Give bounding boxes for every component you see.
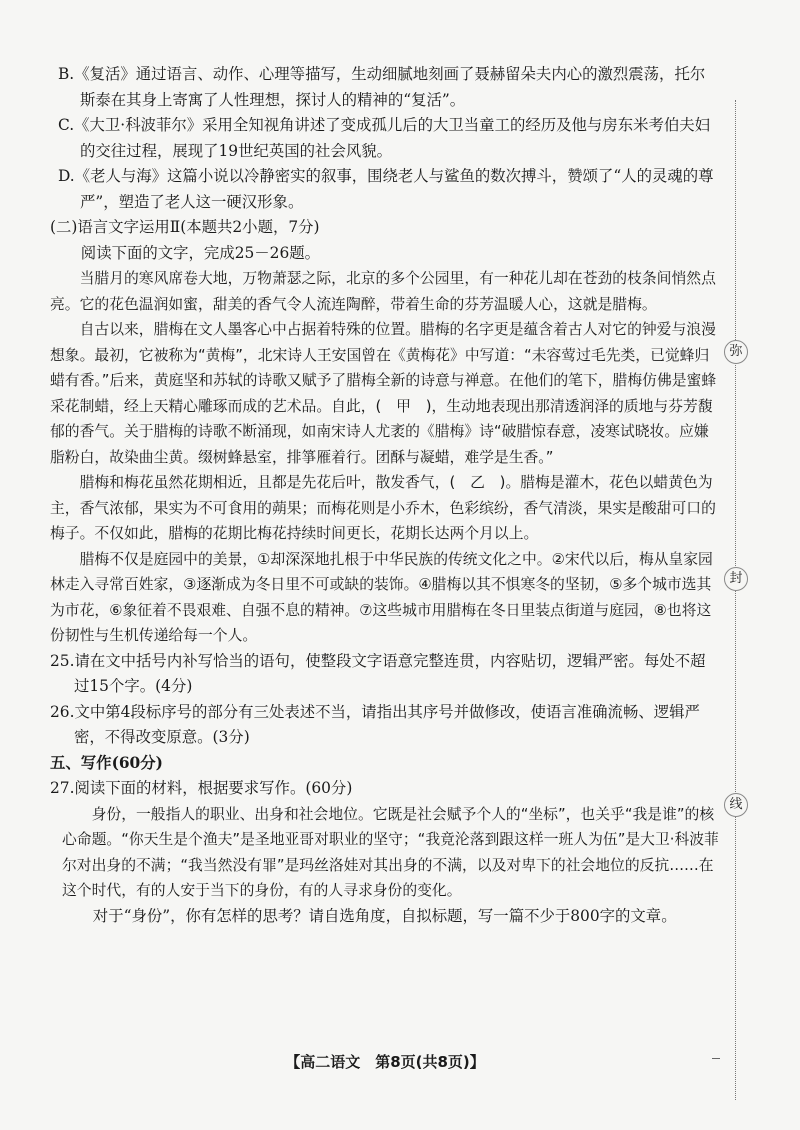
footer-dash xyxy=(712,1058,720,1059)
option-letter: D. xyxy=(58,167,75,185)
passage-paragraph-2: 自古以来，腊梅在文人墨客心中占据着特殊的位置。腊梅的名字更是蕴含着古人对它的钟爱与浪漫想象。最初，它被称为“黄梅”，北宋诗人王安国曾在《黄梅花》中写道：“未容莺过毛先类，已觉蜂归蜡有香。”后来，黄庭坚和苏轼的诗歌又赋予了腊梅全新的诗意与禅意。在他们的笔下，腊梅仿佛是蜜蜂采花制蜡，经上天精心雕琢而成的艺术品。自此，( 甲 )，生动地表现出那清透润泽的质地与芬芳馥郁的香气。关于腊梅的诗歌不断涌现，如南宋诗人尤袤的《腊梅》诗“破腊惊春意，凌寒试晓妆。应嫌脂粉白，故染曲尘黄。缀树蜂悬室，排箏雁着行。团酥与凝蜡，难学是生香。” xyxy=(50,321,717,466)
option-d xyxy=(50,164,720,215)
option-letter: C. xyxy=(58,116,75,134)
passage-paragraph-3: 腊梅和梅花虽然花期相近，且都是先花后叶，散发香气，( 乙 )。腊梅是灌木，花色以蜡黄色为主，香气浓郁，果实为不可食用的蒴果；而梅花则是小乔木，色彩缤纷，香气清淡，果实是酸甜可口的梅子。不仅如此，腊梅的花期比梅花持续时间更长，花期长达两个月以上。 xyxy=(50,474,716,542)
section5-heading: 五、写作(60分) xyxy=(50,753,163,772)
writing-prompt: 对于“身份”，你有怎样的思考？请自选角度，自拟标题，写一篇不少于800字的文章。 xyxy=(92,906,677,925)
option-letter: B. xyxy=(58,65,75,83)
seal-mark-mi: 弥 xyxy=(724,340,748,364)
seal-mark-xian: 线 xyxy=(724,793,748,817)
passage-paragraph-4: 腊梅不仅是庭园中的美景，①却深深地扎根于中华民族的传统文化之中。②宋代以后，梅从皇家园林走入寻常百姓家，③逐渐成为冬日里不可或缺的装饰。④腊梅以其不惧寒冬的坚韧，⑤多个城市选其为市花，⑥象征着不畏艰难、自强不息的精神。⑦这些城市用腊梅在冬日里装点街道与庭园，⑧也将这份韧性与生机传递给每一个人。 xyxy=(50,550,713,644)
question-25: 25.请在文中括号内补写恰当的语句，使整段文字语意完整连贯，内容贴切，逻辑严密。每处不超过15个字。(4分) xyxy=(50,651,706,695)
section2-instruction: 阅读下面的文字，完成25－26题。 xyxy=(80,243,321,262)
option-text: 《大卫·科波菲尔》采用全知视角讲述了变成孤儿后的大卫当童工的经历及他与房东米考伯夫妇的交往过程，展现了19世纪英国的社会风貌。 xyxy=(74,116,711,160)
page-content xyxy=(50,62,720,929)
question-27: 27.阅读下面的材料，根据要求写作。(60分) xyxy=(50,779,353,797)
seal-mark-feng: 封 xyxy=(724,567,748,591)
option-c xyxy=(50,113,720,164)
question-26: 26.文中第4段标序号的部分有三处表述不当，请指出其序号并做修改，使语言准确流畅、逻辑严密，不得改变原意。(3分) xyxy=(50,702,700,746)
page-footer: 【高二语文 第8页(共8页)】 xyxy=(285,1053,485,1071)
seal-dotted-line xyxy=(735,100,736,1100)
option-b xyxy=(50,62,720,113)
option-text: 《老人与海》这篇小说以冷静密实的叙事，围绕老人与鲨鱼的数次搏斗，赞颂了“人的灵魂的尊严”，塑造了老人这一硬汉形象。 xyxy=(74,167,714,211)
option-text: 《复活》通过语言、动作、心理等描写，生动细腻地刻画了聂赫留朵夫内心的激烈震荡，托尔斯泰在其身上寄寓了人性理想，探讨人的精神的“复活”。 xyxy=(74,65,706,109)
passage-paragraph-1: 当腊月的寒风席卷大地，万物萧瑟之际，北京的多个公园里，有一种花儿却在苍劲的枝条间悄然点亮。它的花色温润如蜜，甜美的香气令人流连陶醉，带着生命的芬芳温暖人心，这就是腊梅。 xyxy=(50,270,716,313)
writing-material: 身份，一般指人的职业、出身和社会地位。它既是社会赋予个人的“坐标”，也关乎“我是谁”的核心命题。“你天生是个渔夫”是圣地亚哥对职业的坚守；“我竟沦落到跟这样一班人为伍”是大卫·科波菲尔对出身的不满；“我当然没有罪”是玛丝洛娃对其出身的不满，以及对卑下的社会地位的反抗……在这个时代，有的人安于当下的身份，有的人寻求身份的变化。 xyxy=(62,805,719,899)
section2-heading: (二)语言文字运用Ⅱ(本题共2小题，7分) xyxy=(50,218,320,236)
